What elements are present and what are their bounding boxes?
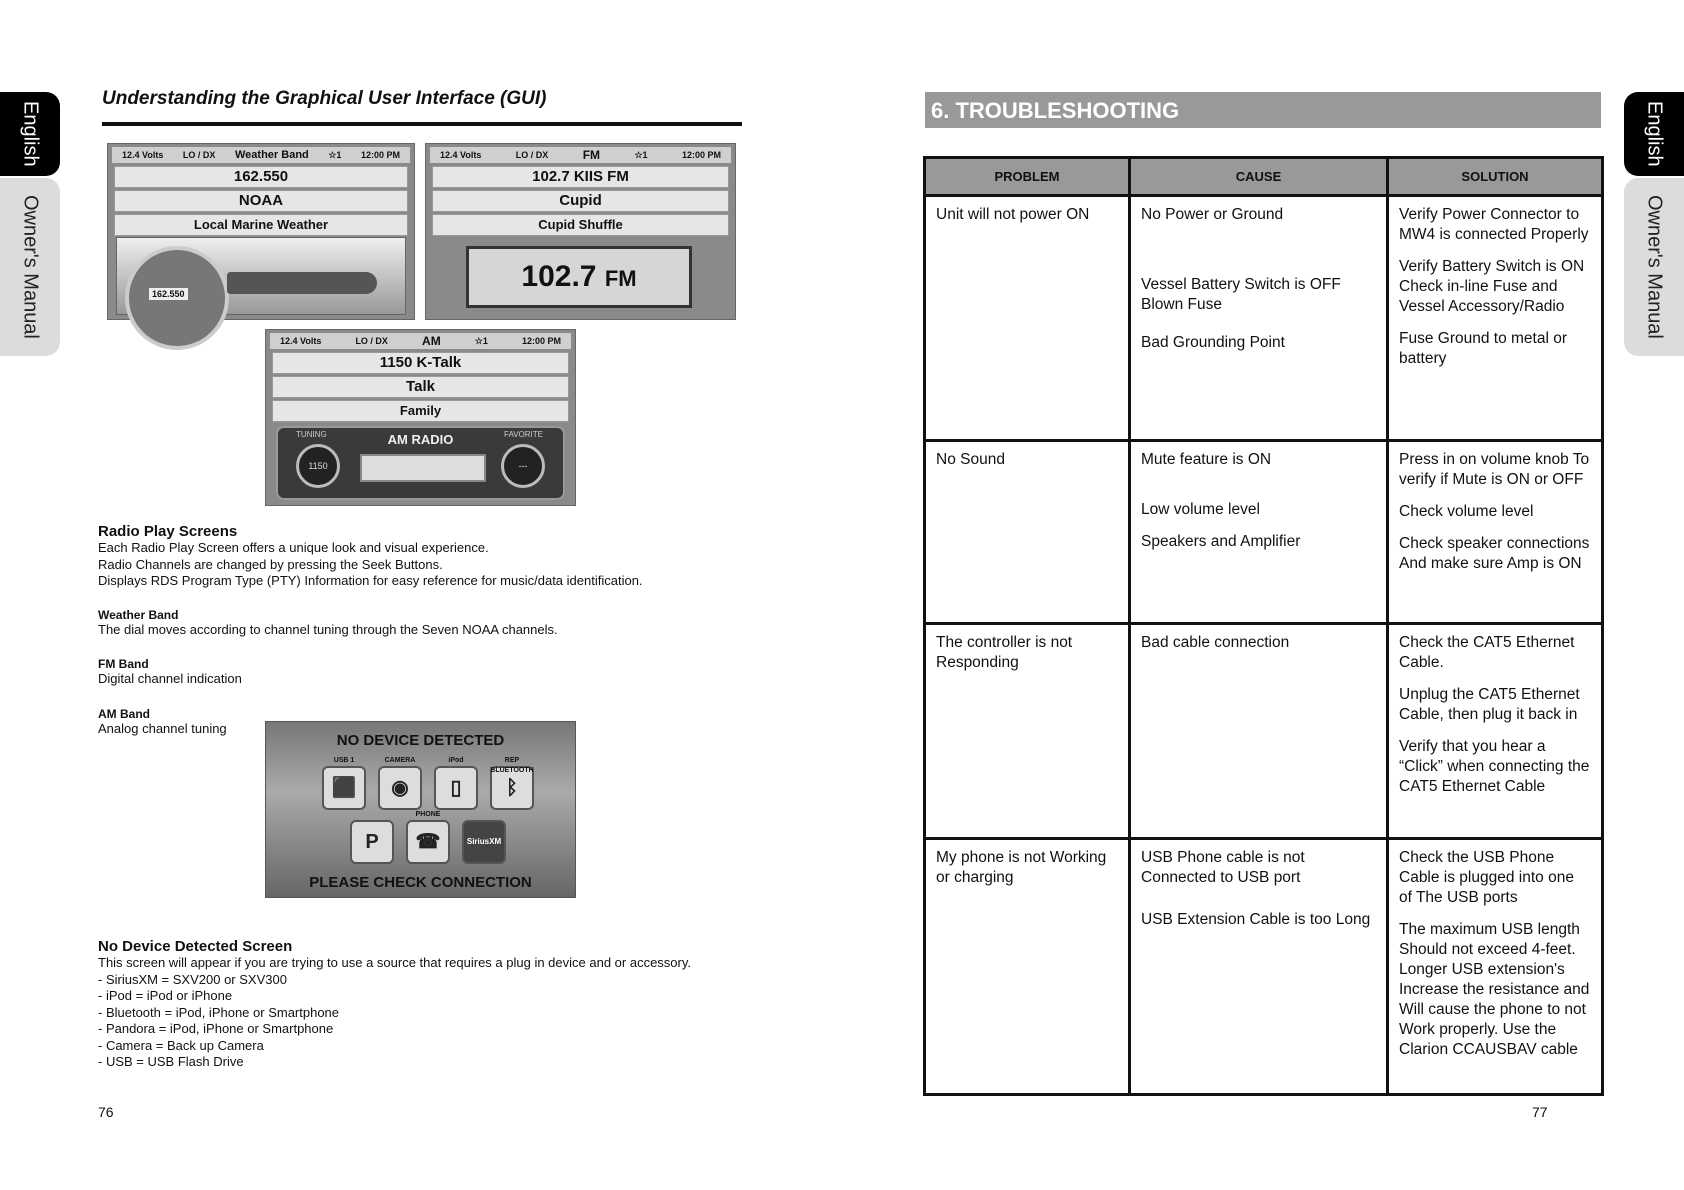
table-header-row <box>925 158 1603 196</box>
ipod-icon <box>434 757 478 810</box>
icon-label: iPod <box>448 757 464 764</box>
clock: 12:00 PM <box>360 150 400 160</box>
preset: ☆1 <box>474 335 488 346</box>
clock: 12:00 PM <box>681 150 721 160</box>
fm-band-screen <box>425 143 736 320</box>
problem-cell <box>925 624 1130 839</box>
problem-cell <box>925 839 1130 1095</box>
solution-cell <box>1388 839 1603 1095</box>
manual-label: Owner's Manual <box>1643 195 1666 339</box>
radio-play-line: Each Radio Play Screen offers a unique look and visual experience. <box>98 540 489 555</box>
solution-text: Press in on volume knob To verify if Mute is ON or OFF <box>1399 451 1590 488</box>
no-device-title: NO DEVICE DETECTED <box>336 732 505 749</box>
solution-text: Unplug the CAT5 Ethernet Cable, then plug it back in <box>1399 686 1580 723</box>
section-header: Understanding the Graphical User Interface (GUI) <box>102 88 547 109</box>
icon-glyph: ⬛ <box>331 777 357 799</box>
icon-label: USB 1 <box>333 757 355 764</box>
manual-tab-left <box>0 178 60 356</box>
table-row <box>925 624 1603 839</box>
clock: 12:00 PM <box>521 336 561 346</box>
camera-icon <box>378 757 422 810</box>
lo-dx: LO / DX <box>355 336 388 346</box>
dial-readout: 162.550 <box>149 288 188 300</box>
solution-text: The maximum USB length Should not exceed 4-feet. Longer USB extension's Increase the resistance and Will cause the phone to not Work properly. Use the Clarion CCAUSBAV cable <box>1399 921 1590 1058</box>
cause-cell <box>1130 839 1388 1095</box>
status-bar <box>112 147 410 163</box>
analog-tuning-scale <box>360 454 486 482</box>
cause-text: USB Phone cable is not Connected to USB port <box>1141 849 1305 886</box>
am-radio-panel <box>276 426 565 500</box>
no-device-line: - Pandora = iPod, iPhone or Smartphone <box>98 1021 334 1036</box>
radio-play-title: Radio Play Screens <box>98 523 238 540</box>
tuning-label: TUNING <box>296 430 327 439</box>
cause-text: Low volume level <box>1141 501 1260 518</box>
station-row: 102.7 KIIS FM <box>432 166 729 188</box>
solution-text: Verify Battery Switch is ON Check in-line Fuse and Vessel Accessory/Radio <box>1399 258 1585 315</box>
fm-frequency-display <box>466 246 692 308</box>
cause-text: No Power or Ground <box>1141 206 1284 223</box>
solution-cell <box>1388 441 1603 624</box>
manual-label: Owner's Manual <box>19 195 42 339</box>
station-row: 1150 K-Talk <box>272 352 569 374</box>
solution-text: Verify Power Connector to MW4 is connected Properly <box>1399 206 1589 243</box>
band-label: Weather Band <box>235 149 309 161</box>
solution-text: Check speaker connections And make sure Amp is ON <box>1399 535 1590 572</box>
solution-text: Fuse Ground to metal or battery <box>1399 330 1567 367</box>
weather-band-screen <box>107 143 415 320</box>
pandora-icon <box>350 820 394 864</box>
solution-text: Check the CAT5 Ethernet Cable. <box>1399 634 1575 671</box>
no-device-line: - USB = USB Flash Drive <box>98 1054 244 1069</box>
cause-cell <box>1130 441 1388 624</box>
no-device-section <box>98 938 838 1071</box>
cause-cell <box>1130 624 1388 839</box>
cause-text: Bad Grounding Point <box>1141 334 1285 351</box>
solution-text: Check volume level <box>1399 503 1534 520</box>
icon-glyph: ▯ <box>450 777 462 799</box>
am-band-screen <box>265 329 576 506</box>
solution-text: Verify that you hear a “Click” when connecting the CAT5 Ethernet Cable <box>1399 738 1590 795</box>
am-band-section <box>98 707 258 738</box>
no-device-line: - Camera = Back up Camera <box>98 1037 264 1053</box>
voltage: 12.4 Volts <box>280 336 322 346</box>
no-device-line: - iPod = iPod or iPhone <box>98 988 233 1003</box>
no-device-screen <box>265 721 576 898</box>
tuning-knob: 1150 <box>296 444 340 488</box>
submarine-icon <box>227 272 377 294</box>
weather-band-title: Weather Band <box>98 608 179 622</box>
program-row: Talk <box>272 376 569 398</box>
program-row: Local Marine Weather <box>114 214 408 236</box>
am-radio-label: AM RADIO <box>387 432 454 447</box>
fm-band-section <box>98 657 398 688</box>
song-row: Cupid Shuffle <box>432 214 729 236</box>
weather-band-section <box>98 608 818 639</box>
band-label: FM <box>582 148 601 162</box>
icon-glyph: SiriusXM <box>466 837 502 846</box>
favorite-label: FAVORITE <box>504 430 543 439</box>
cause-text: Mute feature is ON <box>1141 451 1272 468</box>
icon-glyph: ᛒ <box>506 777 518 799</box>
cause-text: Vessel Battery Switch is OFF Blown Fuse <box>1141 276 1341 313</box>
icon-glyph: ◉ <box>391 777 409 799</box>
cause-text: USB Extension Cable is too Long <box>1141 911 1371 928</box>
phone-icon <box>406 811 450 864</box>
no-device-line: - SiriusXM = SXV200 or SXV300 <box>98 971 287 987</box>
siriusxm-icon <box>462 820 506 864</box>
weather-graphic <box>116 237 406 315</box>
problem-cell <box>925 441 1130 624</box>
troubleshooting-table <box>923 156 1604 1096</box>
am-band-title: AM Band <box>98 707 150 721</box>
language-label: English <box>19 101 42 167</box>
header-rule <box>102 122 742 126</box>
voltage: 12.4 Volts <box>122 150 164 160</box>
table-row <box>925 441 1603 624</box>
favorite-knob: --- <box>501 444 545 488</box>
weather-band-text: The dial moves according to channel tuning through the Seven NOAA channels. <box>98 622 558 637</box>
fm-band-title: FM Band <box>98 657 149 671</box>
bluetooth-icon <box>490 757 534 810</box>
table-row <box>925 839 1603 1095</box>
preset: ☆1 <box>634 149 648 160</box>
status-bar <box>270 333 571 349</box>
radio-play-line: Displays RDS Program Type (PTY) Information for easy reference for music/data identification. <box>98 573 643 588</box>
problem-text: Unit will not power ON <box>936 206 1090 223</box>
frequency-row: 162.550 <box>114 166 408 188</box>
radio-play-section <box>98 523 818 590</box>
fm-frequency: 102.7 <box>521 260 597 293</box>
language-tab-left <box>0 92 60 176</box>
troubleshooting-title: 6. TROUBLESHOOTING <box>925 92 1601 128</box>
band-label: AM <box>422 334 441 348</box>
fm-band-text: Digital channel indication <box>98 671 242 686</box>
no-device-section-title: No Device Detected Screen <box>98 938 293 955</box>
icon-glyph: ☎ <box>415 831 441 853</box>
fm-unit: FM <box>604 266 637 291</box>
check-connection-label: PLEASE CHECK CONNECTION <box>309 874 532 891</box>
icon-label: CAMERA <box>384 757 416 764</box>
language-tab-right <box>1624 92 1684 176</box>
problem-text: My phone is not Working or charging <box>936 849 1107 886</box>
manual-tab-right <box>1624 178 1684 356</box>
page-number-left: 76 <box>98 1104 114 1120</box>
icon-label: REP BLUETOOTH <box>490 757 534 774</box>
problem-text: The controller is not Responding <box>936 634 1073 671</box>
cause-header: CAUSE <box>1130 158 1388 196</box>
page-number-right: 77 <box>1532 1104 1548 1120</box>
category-row: Family <box>272 400 569 422</box>
language-label: English <box>1643 101 1666 167</box>
usb-icon <box>322 757 366 810</box>
station-row: NOAA <box>114 190 408 212</box>
solution-header: SOLUTION <box>1388 158 1603 196</box>
no-device-line: This screen will appear if you are trying to use a source that requires a plug in device and or accessory. <box>98 955 692 970</box>
preset: ☆1 <box>328 149 342 160</box>
table-row <box>925 196 1603 441</box>
cause-text: Bad cable connection <box>1141 634 1290 651</box>
status-bar <box>430 147 731 163</box>
lo-dx: LO / DX <box>182 150 216 160</box>
problem-header: PROBLEM <box>925 158 1130 196</box>
voltage: 12.4 Volts <box>440 150 482 160</box>
am-band-text: Analog channel tuning <box>98 721 227 736</box>
cause-cell <box>1130 196 1388 441</box>
solution-cell <box>1388 624 1603 839</box>
cause-text: Speakers and Amplifier <box>1141 533 1301 550</box>
icon-label: PHONE <box>415 811 441 818</box>
problem-text: No Sound <box>936 451 1005 468</box>
no-device-line: - Bluetooth = iPod, iPhone or Smartphone <box>98 1004 340 1020</box>
lo-dx: LO / DX <box>515 150 549 160</box>
solution-cell <box>1388 196 1603 441</box>
problem-cell <box>925 196 1130 441</box>
solution-text: Check the USB Phone Cable is plugged into one of The USB ports <box>1399 849 1574 906</box>
icon-glyph: P <box>365 831 379 853</box>
artist-row: Cupid <box>432 190 729 212</box>
radio-play-line: Radio Channels are changed by pressing the Seek Buttons. <box>98 556 443 572</box>
